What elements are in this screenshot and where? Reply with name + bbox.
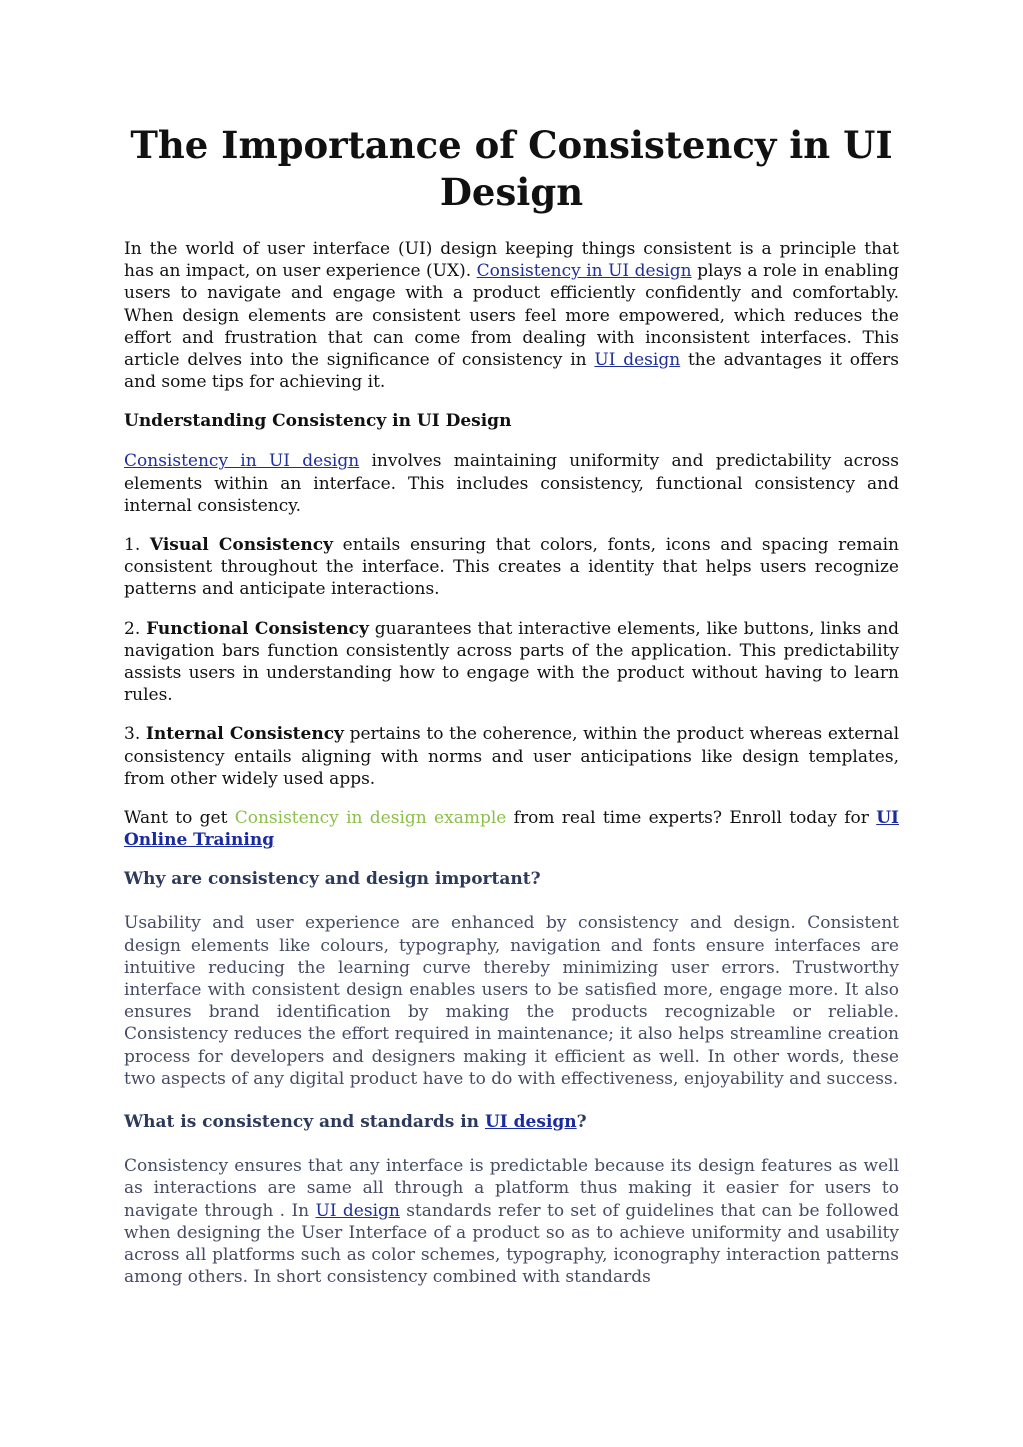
cta-paragraph — [124, 807, 899, 851]
section3-text-2: standards refer to set of guidelines that can be followed when designing the User Interface of a product so as to achieve uniformity and usability across all platforms such as color schemes, typography, iconography interaction patterns among others. In short consistency combined with standards — [124, 1200, 900, 1288]
section3-text-1: Consistency ensures that any interface is predictable because its design features as well as interactions are same all through a platform thus making it easier for users to navigate through . In — [124, 1156, 899, 1221]
heading-end: ? — [576, 1112, 587, 1133]
cta-text-2: from real time experts? Enroll today for — [506, 808, 877, 829]
ui-design-link[interactable]: UI design — [594, 350, 681, 371]
section-heading-why: Why are consistency and design important? — [124, 869, 541, 890]
section2-paragraph: Usability and user experience are enhanced by consistency and design. Consistent design elements like colours, typography, navigation and fonts ensure interfaces are intuitive reducing the learning curve thereby minimizing user errors. Trustworthy interface with consistent design enables users to be satisfied more, engage more. It also ensures brand identification by making the products recognizable or reliable. Consistency reduces the effort required in maintenance; it also helps streamline creation process for developers and designers making it efficient as well. In other words, these two aspects of any digital product have to do with effectiveness, enjoyability and success. — [124, 913, 899, 1089]
section1-text: involves maintaining uniformity and predictability across elements within an interface. This includes consistency, functional consistency and internal consistency. — [124, 451, 900, 516]
list-number: 3. — [124, 724, 146, 745]
list-text: pertains to the coherence, within the product whereas external consistency entails aligning with norms and user anticipations like design templates, from other widely used apps. — [124, 724, 900, 789]
ui-design-heading-link[interactable]: UI design — [484, 1112, 577, 1133]
list-item-functional — [124, 618, 899, 707]
section3-paragraph — [124, 1155, 899, 1288]
section1-paragraph — [124, 450, 899, 517]
ui-online-training-link[interactable]: UI Online Training — [124, 808, 899, 851]
list-term: Internal Consistency — [145, 724, 344, 745]
section-heading-what — [124, 1111, 899, 1133]
list-text: entails ensuring that colors, fonts, icons and spacing remain consistent throughout the interface. This creates a identity that helps users recognize patterns and anticipate interactions. — [124, 535, 899, 600]
list-term: Visual Consistency — [149, 535, 333, 556]
list-number: 1. — [124, 535, 150, 556]
heading-text: What is consistency and standards in — [124, 1112, 485, 1133]
intro-text-3: the advantages it offers and some tips for achieving it. — [124, 350, 899, 393]
list-number: 2. — [124, 618, 147, 639]
consistency-in-ui-design-link-2[interactable]: Consistency in UI design — [124, 451, 360, 472]
intro-text-1: In the world of user interface (UI) design keeping things consistent is a principle that has an impact, on user experience (UX). — [124, 239, 899, 282]
consistency-example-text: Consistency in design example — [234, 808, 507, 829]
list-text: guarantees that interactive elements, like buttons, links and navigation bars function consistently across parts of the application. This predictability assists users in understanding how to engage with the product without having to learn rules. — [124, 618, 900, 706]
cta-text-1: Want to get — [124, 808, 235, 829]
intro-paragraph — [124, 238, 899, 393]
list-item-internal — [124, 723, 899, 790]
section-heading-understanding: Understanding Consistency in UI Design — [124, 411, 512, 432]
ui-design-link-3[interactable]: UI design — [315, 1200, 400, 1221]
page-title: The Importance of Consistency in UI Design — [130, 123, 893, 214]
consistency-in-ui-design-link[interactable]: Consistency in UI design — [476, 261, 692, 282]
list-term: Functional Consistency — [146, 618, 369, 639]
list-item-visual — [124, 534, 899, 601]
document-page — [124, 122, 899, 1305]
intro-text-2: plays a role in enabling users to navigate and engage with a product efficiently confidently and comfortably. When design elements are consistent users feel more empowered, which reduces the effort and frustration that can come from dealing with inconsistent interfaces. This article delves into the significance of consistency in — [124, 261, 899, 371]
